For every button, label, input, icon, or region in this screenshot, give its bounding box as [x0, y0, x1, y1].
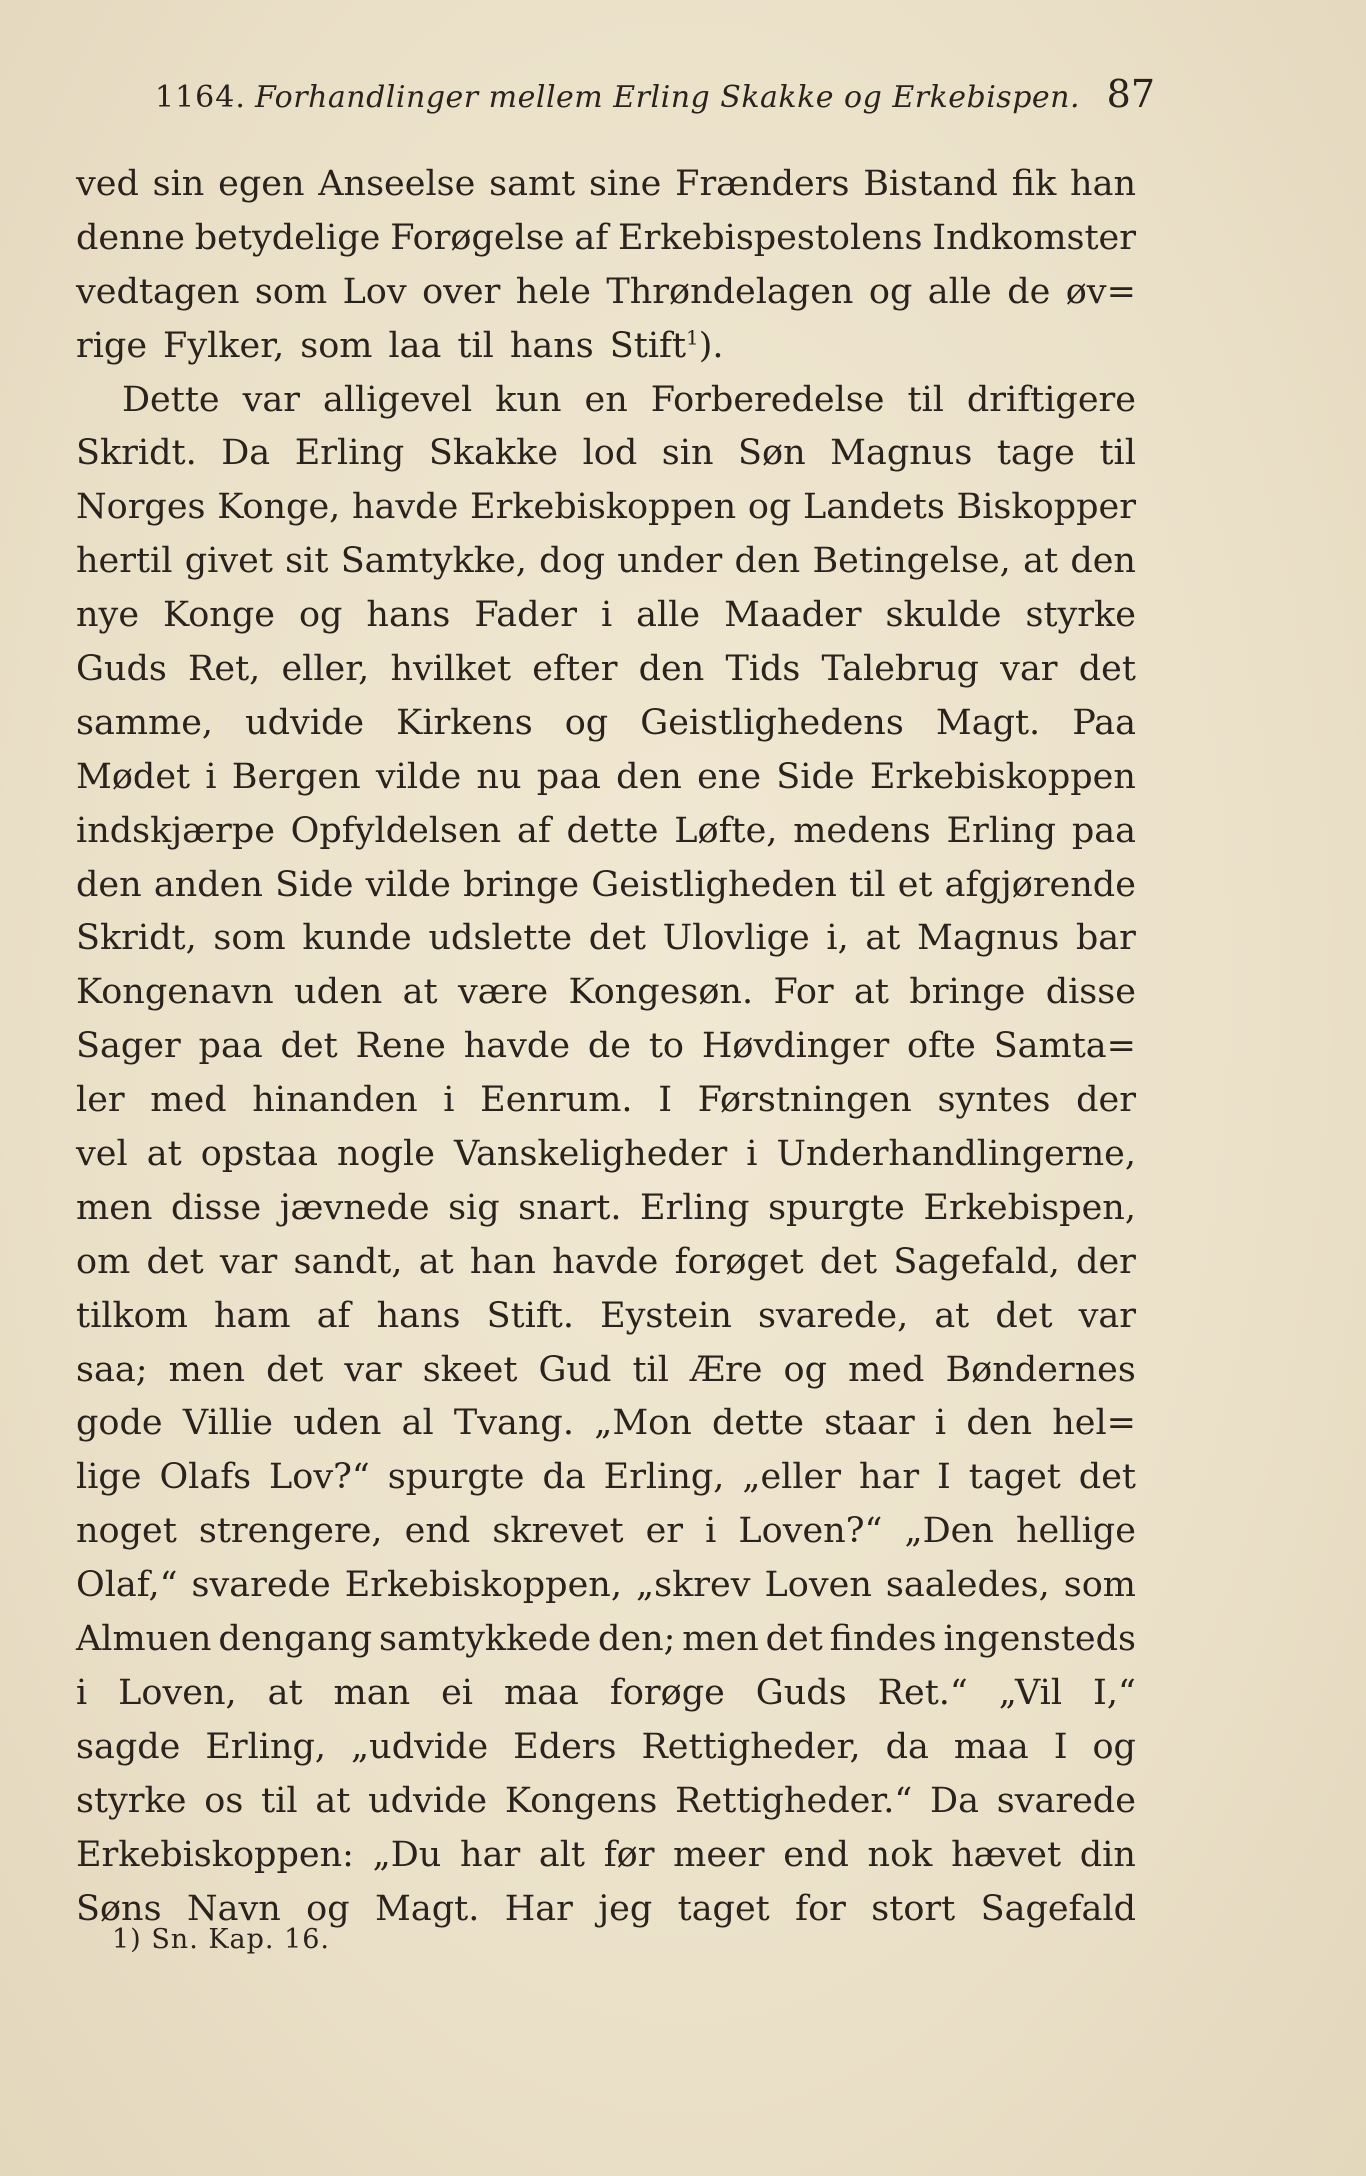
footnote-marker: 1)	[112, 1924, 142, 1955]
text-line: sagde Erling, „udvide Eders Rettigheder, da maa I og	[76, 1726, 1136, 1767]
footnote-ref: 1	[686, 325, 699, 350]
text-line: Skridt. Da Erling Skakke lod sin Søn Magnus tage til	[76, 433, 1136, 474]
text-line: lige Olafs Lov?“ spurgte da Erling, „eller har I taget det	[76, 1457, 1136, 1498]
footnote-text: Sn. Kap. 16.	[151, 1924, 331, 1955]
text-line: Sager paa det Rene havde de to Høvdinger ofte Samta=	[76, 1026, 1136, 1067]
text-line: denne betydelige Forøgelse af Erkebispestolens Indkomster	[76, 217, 1136, 258]
text-line: vedtagen som Lov over hele Thrøndelagen og alle de øv=	[76, 271, 1136, 312]
text-line: Dette var alligevel kun en Forberedelse til driftigere	[122, 379, 1136, 420]
text-line: den anden Side vilde bringe Geistligheden til et afgjørende	[76, 864, 1136, 905]
text-line: ved sin egen Anseelse samt sine Frænders Bistand fik han	[76, 164, 1136, 204]
text-line: men disse jævnede sig snart. Erling spurgte Erkebispen,	[76, 1187, 1136, 1228]
text-line: samme, udvide Kirkens og Geistlighedens Magt. Paa	[76, 702, 1136, 743]
text-line: om det var sandt, at han havde forøget det Sagefald, der	[76, 1241, 1136, 1282]
text-line: i Loven, at man ei maa forøge Guds Ret.“ „Vil I,“	[76, 1672, 1136, 1713]
text-line: Almuen dengang samtykkede den; men det findes ingensteds	[76, 1619, 1136, 1660]
text-line: ler med hinanden i Eenrum. I Førstningen syntes der	[76, 1080, 1136, 1121]
text-line: Erkebiskoppen: „Du har alt før meer end nok hævet din	[76, 1834, 1136, 1875]
text-line: vel at opstaa nogle Vanskeligheder i Underhandlingerne,	[76, 1134, 1136, 1175]
text-line: styrke os til at udvide Kongens Rettigheder.“ Da svarede	[76, 1780, 1136, 1821]
text-line: Kongenavn uden at være Kongesøn. For at bringe disse	[76, 972, 1136, 1013]
text-line: nye Konge og hans Fader i alle Maader skulde styrke	[76, 595, 1136, 636]
header-title: Forhandlinger mellem Erling Skakke og Erkebispen.	[255, 80, 1081, 115]
page-number: 87	[1106, 72, 1155, 116]
text-line: Norges Konge, havde Erkebiskoppen og Landets Biskopper	[76, 487, 1136, 528]
text-line: Guds Ret, eller, hvilket efter den Tids Talebrug var det	[76, 649, 1136, 690]
text-line: gode Villie uden al Tvang. „Mon dette staar i den hel=	[76, 1403, 1136, 1444]
text-line: rige Fylker, som laa til hans Stift$^1$).	[76, 325, 724, 366]
header-year: 1164.	[155, 80, 246, 115]
text-line: Olaf,“ svarede Erkebiskoppen, „skrev Loven saaledes, som	[76, 1565, 1136, 1606]
text-line: indskjærpe Opfyldelsen af dette Løfte, medens Erling paa	[76, 810, 1136, 851]
body-text	[76, 158, 1136, 1936]
text-line: Søns Navn og Magt. Har jeg taget for stort Sagefald	[76, 1888, 1136, 1929]
text-line: Mødet i Bergen vilde nu paa den ene Side Erkebiskoppen	[76, 756, 1136, 797]
text-line: Skridt, som kunde udslette det Ulovlige i, at Magnus bar	[76, 918, 1136, 959]
footnote	[112, 1924, 330, 1955]
text-line: hertil givet sit Samtykke, dog under den Betingelse, at den	[76, 541, 1136, 582]
text-line: saa; men det var skeet Gud til Ære og med Bøndernes	[76, 1349, 1136, 1390]
running-head	[155, 72, 1155, 132]
text-line: tilkom ham af hans Stift. Eystein svarede, at det var	[76, 1295, 1136, 1336]
text-line: noget strengere, end skrevet er i Loven?“ „Den hellige	[76, 1511, 1136, 1552]
